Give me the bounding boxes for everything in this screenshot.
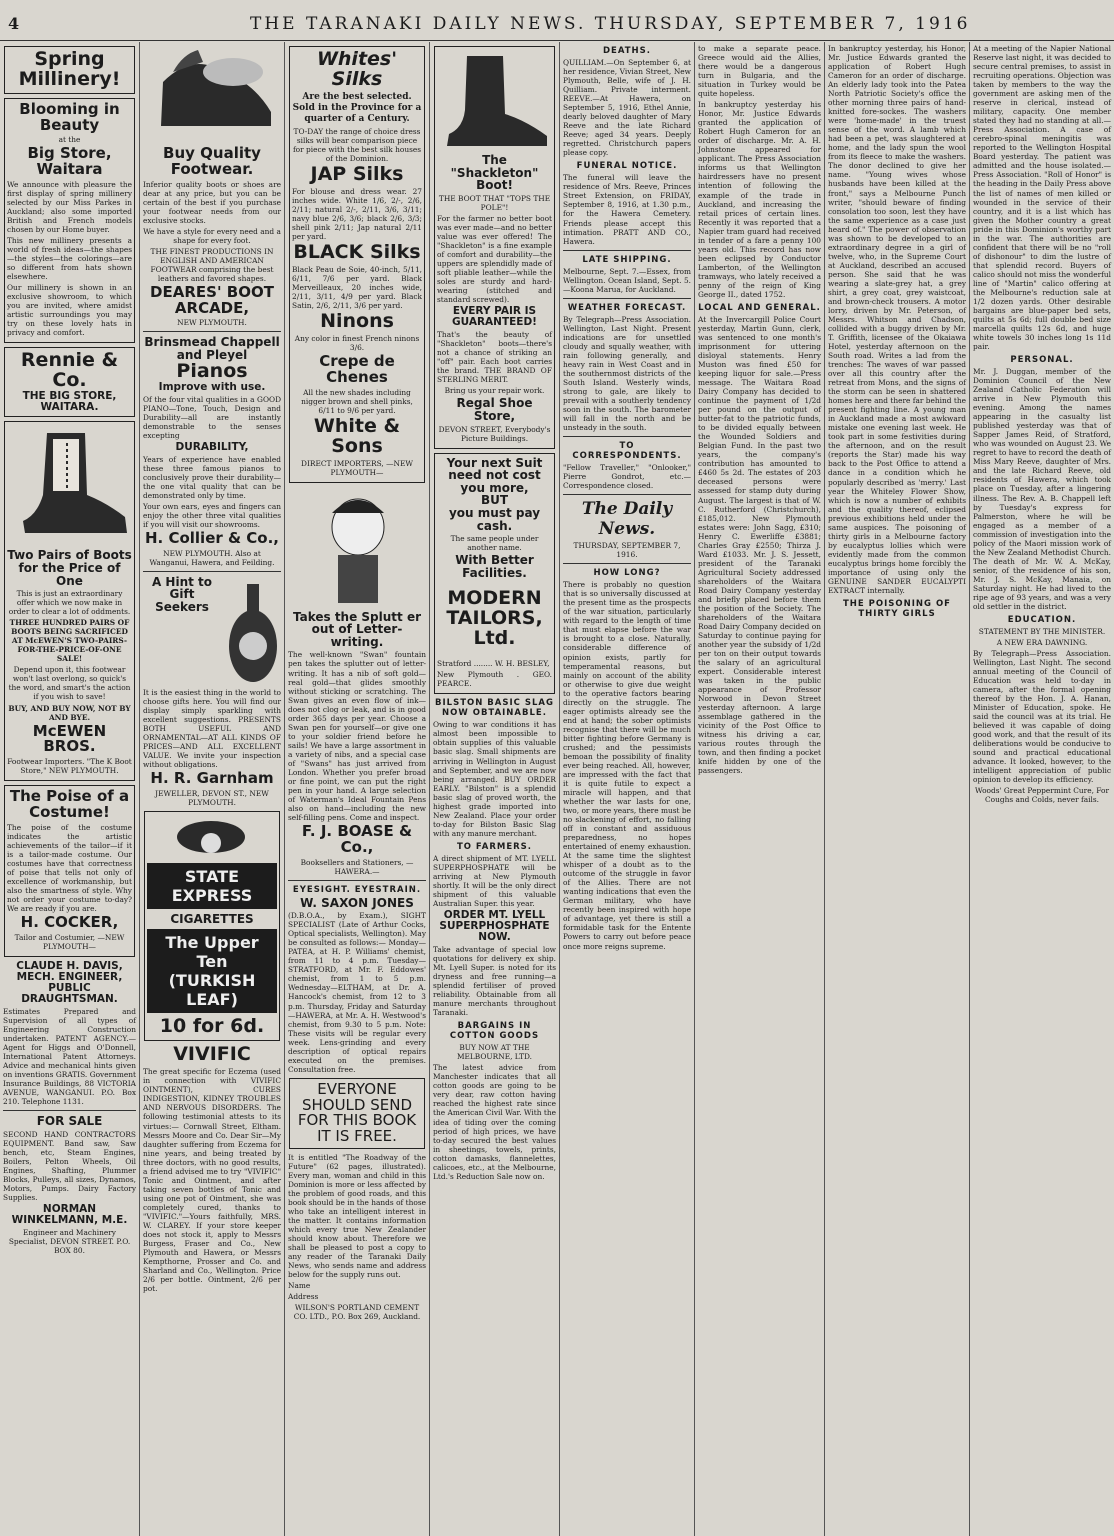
at-the: at the bbox=[58, 135, 81, 145]
funeral-body: The funeral will leave the residence of Mrs. Reeve, Princes Street Extension, on FRIDAY, September 8, 1916, at 1.30 p.m., for the Hawera Cemetery. Friends please accept this intimation. PRATT AND CO., Hawera. bbox=[563, 173, 691, 246]
shipping-heading: LATE SHIPPING. bbox=[582, 254, 672, 265]
column-5 bbox=[560, 42, 695, 1536]
improve-line: Improve with use. bbox=[158, 380, 266, 393]
eyesight-heading: EYESIGHT. EYESTRAIN. bbox=[292, 884, 422, 895]
mcewen-sub: Footwear Importers. "The K Boot Store," NEW PLYMOUTH. bbox=[7, 757, 132, 776]
boots-caps: THREE HUNDRED PAIRS OF BOOTS BEING SACRIFICED AT McEWEN'S TWO-PAIRS-FOR-THE-PRICE-OF-ONE SALE! bbox=[9, 618, 130, 664]
suit-line-2: you must pay cash. bbox=[448, 506, 541, 533]
col6-body-1: In bankruptcy yesterday his Honor, Mr. Justice Edwards granted the application of Robert Hugh Cameron for an order of discharge. Mr. A. H. Johnstone appeared for applicant. The Press Association informs us that Wellington hairdressers have no present intention of following the example of the trade in Auckland, and increasing the retail prices of certain lines. Recently it was reported that a Napier tram guard had received in tender of a fare a penny 100 years old. This record has now been eclipsed by Conductor Lamberton, of the Wellington tramways, who lately received a penny of the reign of King George II., dated 1752. bbox=[698, 100, 821, 299]
column-4 bbox=[430, 42, 560, 1536]
modern-tailors-heading: MODERN TAILORS, Ltd. bbox=[446, 587, 543, 650]
bargains-heading: BARGAINS IN COTTON GOODS bbox=[449, 1021, 540, 1042]
education-heading: EDUCATION. bbox=[1007, 614, 1077, 625]
white-sons-heading: White & Sons bbox=[313, 414, 401, 457]
bilston-body: Owing to war conditions it has almost been impossible to obtain supplies of this valuable basic slag. Small shipments are arriving in Wellington in August and September, and we are now being arranged. BUY ORDER EARLY. "Bilston" is a splendid basic slag of proved worth, the highest grade imported into New Zealand. Place your order to-day for Bilston Basic Slag with any manure merchant. bbox=[433, 720, 556, 838]
durability-body-2: Your own ears, eyes and fingers can enjoy the other three vital qualities if you will visit our showrooms. bbox=[143, 501, 281, 529]
collier-heading: H. Collier & Co., bbox=[144, 528, 280, 547]
boot-illustration bbox=[7, 425, 135, 545]
boots-body-2: Depend upon it, this footwear won't last overlong, so quick's the word, and smart's the action if you wish to save! bbox=[8, 665, 131, 702]
woods-line: Woods' Great Peppermint Cure, For Coughs and Colds, never fails. bbox=[975, 786, 1109, 805]
hint-body: It is the easiest thing in the world to choose gifts here. You will find our display simply sparkling with excellent suggestions. PRESENTS BOTH USEFUL AND ORNAMENTAL—AT ALL KINDS OF PRICES—AND ALL EXCELLENT VALUE. We invite your inspection without obligations. bbox=[143, 687, 281, 769]
new-plymouth-line: New Plymouth . GEO. PEARCE. bbox=[437, 670, 552, 689]
order-heading: ORDER MT. LYELL SUPERPHOSPHATE NOW. bbox=[439, 908, 550, 943]
davis-body: Estimates Prepared and Supervision of all types of Engineering Construction undertaken. PATENT AGENCY.—Agent for Higgs and O'Donnell, International Patent Attorneys. Advice and mechanical hints given on inventions GRATIS. Government Insurance Buildings, 88 VICTORIA AVENUE, WANGANUI. P.O. Box 210. Telephone 1131. bbox=[3, 1006, 136, 1107]
same-people: The same people under another name. bbox=[450, 534, 539, 553]
tops-line: THE BOOT THAT "TOPS THE POLE"! bbox=[438, 193, 551, 212]
education-body: By Telegraph—Press Association. Wellington, Last Night. The second annual meeting of the Council of Education was held to-day in camera, after the formal opening thereof by the Hon. J. A. Hanan, Minister of Education, spoke. He said the council was at its trial. He believed it was capable of doing good work, and that the result of its deliberations would be conducive to sound and practical educational advance. It looked, however, to the intelligent appreciation of public opinion to develop its efficiency. bbox=[973, 648, 1111, 785]
brinsmead-heading: Brinsmead Chappell and Pleyel bbox=[144, 335, 280, 362]
buy-now-melbourne: BUY NOW AT THE MELBOURNE, LTD. bbox=[456, 1043, 533, 1062]
jap-silks-heading: JAP Silks bbox=[310, 162, 404, 185]
are-best: Are the best selected. Sold in the Province for a quarter of a Century. bbox=[292, 91, 422, 124]
poise-heading: The Poise of a Costume! bbox=[9, 787, 130, 821]
correspondents-body: "Fellow Traveller," "Onlooker," Pierre Gondrot, etc.—Correspondence closed. bbox=[563, 463, 691, 491]
personal-body: Mr. J. Duggan, member of the Dominion Council of the New Zealand Catholic Federation will arrive in New Plymouth this evening. Among the names appearing in the casualty list published yesterday was that of Sapper James Reid, of Stratford, who was wounded on August 23. We regret to have to record the death of Miss Mary Reeve, daughter of Mrs. and the late Richard Reeve, old residents of Hawera, which took place on Tuesday, after a lingering illness. The Rev. A. B. Chappell left by Tuesday's express for Palmerston, where he will be engaged as a member of a commission of investigation into the policy of the Maori mission work of the New Zealand Methodist Church. The death of Mr. W. A. McKay, senior, of the residence of his son, Mr. J. S. McKay, Manaia, on Saturday night. He had lived to the ripe age of 93 years, and was a very old settler in the district. bbox=[973, 367, 1111, 611]
weather-heading: WEATHER FORECAST. bbox=[567, 302, 687, 313]
guarantee-heading: EVERY PAIR IS GUARANTEED! bbox=[452, 305, 537, 329]
crepe-heading: Crepe de Chenes bbox=[319, 352, 395, 386]
deaths-body: QUILLIAM.—On September 6, at her residence, Vivian Street, New Plymouth, Belle, wife of J. H. Quilliam. Private interment. REEVE.—At Hawera, on September 5, 1916, Ethel Annie, dearly beloved daughter of Mary Reeve and the late Richard Reeve; aged 34 years. Deeply regretted. Christchurch papers please copy. bbox=[563, 58, 691, 158]
jap-body: For blouse and dress wear. 27 inches wide. White 1/6, 2/-, 2/6, 2/11; natural 2/-, 2/11, 3/6, 3/11; navy blue 2/6, 3/6; black 2/6, 3/3; shell pink 2/11; Jap natural 2/11 per yard. bbox=[292, 186, 422, 241]
poise-body: The poise of the costume indicates the artistic achievements of the tailor—if it is a tailor-made costume. Our costumes have that correctness of poise that tells not only of excellence of workmanship, but also the smartness of style. Why not order your costume to-day? We are ready if you are. bbox=[7, 822, 132, 913]
buy-body: Inferior quality boots or shoes are dear at any price, but you can be certain of the best if you purchase your footwear needs from our exclusive stocks. bbox=[143, 179, 281, 225]
boots-title: Two Pairs of Boots for the Price of One bbox=[7, 548, 132, 588]
ninons-heading: Ninons bbox=[320, 310, 394, 333]
repair-line: Bring us your repair work. bbox=[444, 386, 545, 396]
new-era-line: A NEW ERA DAWNING. bbox=[996, 637, 1088, 647]
cocker-ad bbox=[4, 785, 135, 957]
divider bbox=[288, 880, 426, 881]
shipping-body: Melbourne, Sept. 7.—Essex, from Wellington. Ocean Island, Sept. 5.—Koona Marua, for Auckland. bbox=[563, 266, 691, 294]
divider bbox=[143, 571, 281, 572]
cigarettes-heading: CIGARETTES bbox=[170, 911, 254, 926]
regal-sub: DEVON STREET, Everybody's Picture Buildings. bbox=[438, 424, 551, 443]
shackleton-boot-illustration bbox=[437, 50, 555, 150]
personal-heading: PERSONAL. bbox=[1010, 355, 1074, 366]
upper-ten-heading: The Upper Ten (TURKISH LEAF) bbox=[147, 929, 277, 1013]
farmers-heading: TO FARMERS. bbox=[456, 841, 533, 852]
divider bbox=[143, 331, 281, 332]
deares-heading: DEARES' BOOT ARCADE, bbox=[150, 282, 274, 317]
but-line: BUT bbox=[480, 493, 509, 508]
deares-sub: NEW PLYMOUTH. bbox=[177, 318, 247, 328]
how-long-heading: HOW LONG? bbox=[593, 568, 661, 579]
rennie-heading: Rennie & Co. bbox=[20, 349, 119, 392]
boy-with-pen-illustration bbox=[288, 487, 426, 607]
garnham-sub: JEWELLER, DEVON ST., NEW PLYMOUTH. bbox=[155, 788, 269, 807]
norman-heading: NORMAN WINKELMANN, M.E. bbox=[11, 1203, 128, 1227]
perfume-bottle-illustration bbox=[225, 576, 281, 686]
column-1 bbox=[0, 42, 140, 1536]
cocker-heading: H. COCKER, bbox=[20, 912, 119, 931]
bilston-heading: BILSTON BASIC SLAG NOW OBTAINABLE. bbox=[435, 698, 554, 719]
guarantee-body: That's the beauty of "Shackleton" boots—there's not a chance of striking an "off" pair. Each boot carries the brand. THE BRAND OF STERLING MERIT. bbox=[437, 330, 552, 385]
big-store-ad bbox=[4, 98, 135, 344]
weather-body: By Telegraph—Press Association. Wellington, Last Night. Present indications are for unsettled cloudy and squally weather, with rain following generally, and heavy rain in West Coast and in the southernmost districts of the South Island. Westerly winds, strong to gale, are likely to prevail with a southerly tendency soon in the south. The barometer will fall in the north and be unsteady in the south. bbox=[563, 314, 691, 433]
state-express-ad bbox=[144, 811, 280, 1042]
stratford-line: Stratford ........ W. H. BESLEY, bbox=[437, 659, 550, 669]
rennie-sub: THE BIG STORE, WAITARA. bbox=[22, 390, 117, 414]
book-body: It is entitled "The Roadway of the Future" (62 pages, illustrated). Every man, woman and child in this Dominion is more or less affected by the problem of good roads, and this book should be in the hands of those who take an intelligent interest in the matter. It contains information which every true New Zealander should know about. Therefore we shall be pleased to post a copy to any reader of the Taranaki Daily News, who sends name and address below for the supply runs out. bbox=[288, 1152, 426, 1280]
sale-heading: FOR SALE bbox=[36, 1114, 103, 1129]
splutt-body: The well-known "Swan" fountain pen takes the splutter out of letter-writing. It has a nib of soft gold—real gold—that glides smoothly without sticking or scratching. The Swan gives an even flow of ink—does not clog or leak, and is in good order 365 days per year. Choose a Swan pen for yourself—or give one to your soldier friend before he sails! We have a large assortment in a variety of nibs, and a special case of "Swans" has just arrived from London. Whether you prefer broad or fine point, we can put the right pen in your hand. A large selection of Waterman's Ideal Fountain Pens also on hand—including the new self-filling pens. Come and inspect. bbox=[288, 650, 426, 822]
buy-quality-heading: Buy Quality Footwear. bbox=[163, 144, 261, 178]
order-body: Take advantage of special low quotations for delivery ex ship. Mt. Lyell Super. is noted for its dryness and free running—a splendid fertiliser of proved reliability. Obtainable from all manure merchants throughout Taranaki. bbox=[433, 945, 556, 1018]
ninons-body: Any color in finest French ninons 3/6. bbox=[294, 334, 420, 353]
divider bbox=[563, 563, 691, 564]
address-field[interactable]: Address bbox=[288, 1292, 319, 1302]
divider bbox=[563, 298, 691, 299]
regal-heading: Regal Shoe Store, bbox=[456, 396, 533, 423]
style-line: We have a style for every need and a shape for every foot. bbox=[143, 226, 281, 245]
ten-for-heading: 10 for 6d. bbox=[159, 1015, 265, 1038]
name-field[interactable]: Name bbox=[288, 1281, 311, 1291]
suit-line-1: Your next Suit need not cost you more, bbox=[446, 455, 543, 495]
divider bbox=[3, 1110, 136, 1111]
column-7 bbox=[825, 42, 970, 1536]
shackleton-body: For the farmer no better boot was ever made—and no better value was ever offered! The "Shackleton" is a fine example of comfort and durability—the uppers are splendidly made of soft pliable leather—while the soles are sturdy and hard-wearing (stitched and standard screwed). bbox=[437, 213, 552, 305]
collier-sub: NEW PLYMOUTH. Also at Wanganui, Hawera, and Feilding. bbox=[149, 548, 275, 567]
buy-now-line: BUY, AND BUY NOW, NOT BY AND BYE. bbox=[8, 703, 131, 722]
gift-text bbox=[143, 576, 221, 686]
deaths-heading: DEATHS. bbox=[602, 46, 652, 56]
everyone-heading: EVERYONE SHOULD SEND FOR THIS BOOK IT IS FREE. bbox=[289, 1078, 425, 1149]
modern-tailors-ad bbox=[434, 453, 555, 695]
col7-body-1: In bankruptcy yesterday, his Honor, Mr. Justice Edwards granted the application of Robert Hugh Cameron for an order of discharge. An elderly lady took into the Patea North Patriotic Society's office the other morning three pairs of hand-knitted fore-sockes. The washers were 'home-made' in the truest sense of the word. A lamb which had been a pet, was slaughtered at home, and the lady spun the wool from its fleece to make the washers. The donor declined to give her name. "Young wives whose husbands have been killed at the front," says a Melbourne Punch writer, "should beware of finding consolation too soon, lest they have the same experience as a case just heard of." The power of observation was shown to be developed to an extraordinary degree in a girl of twelve, who, in the Supreme Court at Auckland, described an accused person. She said that he was wearing a slate-grey hat, a grey shirt, a grey coat, grey waistcoat, and brown-check trousers. A motor lorry, driven by Mr. Peterson, of Messrs. Whitson and Chadson, collided with a buggy driven by Mr. T. Griffith, licensee of the Okaiawa Hotel, yesterday afternoon on the South road. Writes a lad from the trenches: The waves of war passed over all this country after the retreat from Mons, and the signs of the storm can be seen in shattered homes here and there far behind the present fighting line. A young man in Auckland made a most awkward mistake one evening last week. He took part in some festivities during the afternoon, and on the result (reports the Star) made his way back to the Post Office to attend a dance in a condition which he popularly described as 'merry.' Last year the Whiteley Flower Show, which is now a number of exhibits and the quality thereof, eclipsed previous exhibitions held under the same auspices. The poisoning of thirty girls in a Melbourne factory by eucalyptus lollies which were evidently made from the common eucalyptus brings home forcibly the importance of using only the GENUINE SANDER EUCALYPTI EXTRACT internally. bbox=[828, 44, 966, 595]
white-sons-sub: DIRECT IMPORTERS, —NEW PLYMOUTH— bbox=[301, 458, 413, 477]
splutt-heading: Takes the Splutt er out of Letter-writing. bbox=[292, 609, 422, 649]
masthead bbox=[0, 0, 1114, 41]
funeral-heading: FUNERAL NOTICE. bbox=[576, 161, 678, 172]
garnham-heading: H. R. Garnham bbox=[150, 769, 274, 788]
crepe-body: All the new shades including nigger brown and shell pinks, 6/11 to 9/6 per yard. bbox=[301, 387, 413, 415]
daily-news-nameplate: The Daily News. bbox=[581, 499, 673, 540]
farmers-body: A direct shipment of MT. LYELL SUPERPHOSPHATE will be arriving at New Plymouth shortly. It will be the only direct shipment of this valuable Australian Super. this year. bbox=[433, 853, 556, 908]
boase-sub: Booksellers and Stationers, —HAWERA.— bbox=[300, 857, 414, 876]
column-8 bbox=[970, 42, 1114, 1536]
rennie-ad bbox=[4, 347, 135, 417]
black-body: Black Peau de Soie, 40-inch, 5/11, 6/11, 7/6 per yard. Black Merveilleaux, 20 inches wide, 2/11, 3/11, 4/9 per yard. Black Satin, 2/6, 2/11, 3/6 per yard. bbox=[292, 264, 422, 311]
regal-ad bbox=[434, 46, 555, 449]
boase-heading: F. J. BOASE & Co., bbox=[301, 822, 413, 856]
millinery-body-2: This new millinery presents a world of fresh ideas—the shapes—the styles—the colorings—are so different from hats shown elsewhere. bbox=[7, 236, 132, 282]
state-express-heading: STATE EXPRESS bbox=[147, 863, 277, 909]
pianos-body: Of the four vital qualities in a GOOD PIANO—Tone, Touch, Design and Durability—all are instantly demonstrable to the senses excepting bbox=[143, 394, 281, 440]
norman-sub: Engineer and Machinery Specialist, DEVON STREET. P.O. BOX 80. bbox=[8, 1228, 131, 1256]
durability-heading: DURABILITY, bbox=[175, 440, 249, 453]
column-6 bbox=[695, 42, 825, 1536]
divider bbox=[563, 436, 691, 437]
correspondents-heading: TO CORRESPONDENTS. bbox=[572, 441, 682, 462]
finest-line: THE FINEST PRODUCTIONS IN ENGLISH AND AMERICAN FOOTWEAR comprising the best leathers and favored shapes. bbox=[150, 246, 274, 283]
vivific-heading: VIVIFIC bbox=[173, 1043, 251, 1066]
black-silks-heading: BLACK Silks bbox=[293, 241, 421, 264]
column-3 bbox=[285, 42, 430, 1536]
cocker-sub: Tailor and Costumier, —NEW PLYMOUTH— bbox=[14, 932, 125, 951]
millinery-body-1: We announce with pleasure the first display of spring millinery selected by our Miss Parkes in Auckland; also some imported British and French models chosen by our Home buyer. bbox=[7, 179, 132, 235]
col6-lead: to make a separate peace. Greece would aid the Allies, there would be a dangerous turn in Bulgaria, and the situation in Turkey would be quite hopeless. bbox=[698, 44, 821, 99]
blooming-heading: Blooming in Beauty bbox=[19, 99, 120, 134]
saxon-body: (D.B.O.A., by Exam.), SIGHT SPECIALIST (Late of Arthur Cocks, Optical specialists, Wellington). May be consulted as follows:— Monday—PATEA, at H. P. Williams' chemist, from 11 to 4 p.m. Tuesday—STRATFORD, at Mr. F. Eddowes' chemist, from 1 to 5 p.m. Wednesday—ELTHAM, at Dr. A. Hancock's chemist, from 12 to 3 p.m. Thursday, Friday and Saturday—HAWERA, at Mr. A. H. Westwood's chemist, from 9.30 to 5 p.m. Note: These visits will be regular every week. Lens-grinding and every description of optical repairs executed on the premises. Consultation free. bbox=[288, 911, 426, 1074]
boots-body: This is just an extraordinary offer which we now make in order to clear a lot of oddments. bbox=[8, 589, 131, 617]
divider bbox=[563, 494, 691, 495]
column-2 bbox=[140, 42, 285, 1536]
pianos-heading: Pianos bbox=[176, 359, 248, 382]
col8-body-1: At a meeting of the Napier National Reserve last night, it was decided to secure central premises, to assist in recruiting operations. Objection was taken by members to the way the government are asking men of the reserve in clerical, instead of military, capacity. One member stated they had no standing at all.—Press Association. A case of cerebro-spinal meningitis was reported to the Wellington Hospital Board yesterday. The patient was admitted and the house isolated.—Press Association. "Roll of Honor" is the heading in the Daily Press above the list of names of men killed or wounded in the service of their country, and it is a list which has given the Mother country a great pride in this Dominion's worthy part in the war. The authorities are confident that there will be no "roll of dishonour" to dim the lustre of that splendid record. Buyers of calico should not miss the wonderful line of "Martin" calico offering at the Melbourne's reduction sale at 1/2 dozen yards. Other desirable bargains are blue-paper bed sets, quilts at 5s 6d; full double bed size marcella quilts 12s 6d, and huge white towels 30 inches long 1s 11d pair. bbox=[973, 44, 1111, 352]
vivific-body: The great specific for Eczema (used in connection with VIVIFIC OINTMENT), CURES INDIGESTION, KIDNEY TROUBLES AND NERVOUS DISORDERS. The following testimonial attests to its virtues:— Cornwall Street, Eltham. Messrs Moore and Co. Dear Sir—My daughter suffering from Eczema for nine years, and being treated by three doctors, with no good results, a friend advised me to try "VIVIFIC" Tonic and Ointment, and after taking seven bottles of Tonic and using one pot of Ointment, she was completely cured, thanks to "VIVIFIC."—Yours faithfully, MRS. W. CLAREY. If your store keeper does not stock it, apply to Messrs Burgess, Fraser and Co., New Plymouth and Hawera, or Messrs Kempthorne, Prosser and Co. and Sharland and Co., Wellington. Price 2/6 per bottle. Ointment, 2/6 per pot. bbox=[143, 1067, 281, 1294]
statement-line: STATEMENT BY THE MINISTER. bbox=[978, 626, 1106, 636]
woman-illustration bbox=[147, 815, 275, 855]
local-general-heading: LOCAL AND GENERAL. bbox=[698, 302, 821, 313]
white-sons-ad bbox=[289, 46, 425, 483]
divider bbox=[563, 250, 691, 251]
editorial-date: THURSDAY, SEPTEMBER 7, 1916. bbox=[573, 541, 681, 560]
mcewen-ad bbox=[4, 421, 135, 781]
better-facilities: With Better Facilities. bbox=[455, 553, 534, 580]
editorial-body: There is probably no question that is so universally discussed at the present time as the prospects of the war situation, particularly with regard to the length of time that must elapse before the war is brought to a close. Naturally, considerable difference of opinion exists, partly for temperamental reasons, but mainly on account of the ability or otherwise to give due weight to the operative factors bearing directly on the struggle. The eager optimists already see the end at hand; the sober optimists recognise that there will be much bitter fighting before Germany is crushed; and the pessimists bemoan the possibility of finality ever being reached. All, however, are impressed with the fact that it is quite futile to expect a miracle will happen, and that whether the war lasts for one, two, or more years, there must be no slackening of effort, no falling off in constant and assiduous preparedness, no hopes entertained of enemy exhaustion. At the same time the slightest whisper of a doubt as to the outcome of the struggle in favor of the Allies. There are not wanting indications that even the German military, who have recently been inspired with hope of advantage, yet there is still a formidable task for the Entente Powers to carry out before peace once more reigns supreme. bbox=[563, 580, 691, 951]
davis-heading: CLAUDE H. DAVIS, MECH. ENGINEER, PUBLIC DRAUGHTSMAN. bbox=[16, 959, 123, 1005]
bargain-body: The latest advice from Manchester indicates that all cotton goods are going to be very dear, raw cotton having reached the highest rate since the American Civil War. With the idea of tiding over the coming period of high prices, we have to-day secured the best values in sheetings, towels, prints, cotton damasks, flannelettes, calicoes, etc., at the Melbourne, Ltd.'s Reduction Sale now on. bbox=[433, 1063, 556, 1181]
poison-heading: THE POISONING OF THIRTY GIRLS bbox=[842, 598, 951, 619]
spring-millinery-heading: Spring Millinery! bbox=[4, 46, 135, 94]
big-store-heading: Big Store, Waitara bbox=[27, 144, 112, 179]
shackleton-heading: The "Shackleton" Boot! bbox=[450, 153, 539, 193]
mcewen-heading: McEWEN BROS. bbox=[32, 721, 107, 756]
page-number: 4 bbox=[8, 14, 20, 33]
whites-silks-heading: Whites' Silks bbox=[316, 48, 398, 90]
newspaper-title: THE TARANAKI DAILY NEWS. THURSDAY, SEPTEMBER 7, 1916 bbox=[250, 14, 971, 34]
wilson-sub: WILSON'S PORTLAND CEMENT CO. LTD., P.O. Box 269, Auckland. bbox=[293, 1303, 421, 1322]
hint-heading: A Hint to Gift Seekers bbox=[151, 574, 213, 614]
today-line: TO-DAY the range of choice dress silks will bear comparison piece for piece with the best silk houses of the Dominion. bbox=[292, 126, 422, 163]
saxon-heading: W. SAXON JONES bbox=[300, 895, 414, 910]
millinery-body-3: Our millinery is shown in an exclusive showroom, to which you are invited, where amidst artistic surroundings you may try on these lovely hats in privacy and comfort. bbox=[7, 283, 132, 338]
sale-body: SECOND HAND CONTRACTORS EQUIPMENT. Band saw, Saw bench, etc, Steam Engines, Boilers, Pelton Wheels, Oil Engines, Shafting, Plummer Blocks, Pulleys, all sizes, Dynamos, Motors, Pumps. Dairy Factory Supplies. bbox=[3, 1129, 136, 1202]
shoe-illustration bbox=[143, 42, 281, 142]
gift-ad bbox=[143, 576, 281, 686]
durability-body: Years of experience have enabled these three famous pianos to conclusively prove their durability—the one vital quality that can be demonstrated only by time. bbox=[143, 454, 281, 500]
local-body: At the Invercargill Police Court yesterday, Martin Gunn, clerk, was sentenced to one month's imprisonment for uttering disloyal statements. Henry Muston was fined £50 for keeping liquor for sale.—Press message. The Waitara Road Dairy Company has decided to continue the payment of 1/2d per pound on the output of butter-fat to the patriotic funds, to be divided equally between the Wounded Soldiers and Belgian Fund. In the past two years, the company's contribution has amounted to £460 5s 2d. The estates of 203 deceased persons were assessed for stamp duty during August. The largest is that of W. C. Rutherford (Christchurch), £185,012. New Plymouth estates were: John Sagg, £310; Henry C. Ewerliffe £3881; Charles Gray £2550; Thirza J. Ward £1033. Mr. J. S. Jessett, president of the Taranaki Agricultural Society addressed shareholders of the Waitara Road Dairy Company yesterday and briefly placed before them the position of the Society. The shareholders of the Waitara Road Dairy Company decided on Saturday to continue paying for another year the subsidy of 1/2d per ton on their output towards the salary of an agricultural expert. Considerable interest was taken in the public appearance of Professor Norwood in Devon Street yesterday afternoon. A large assemblage gathered in the vicinity of the Post Office to witness his driving a car, various routes through the town, and then finding a pocket knife hidden by one of the passengers. bbox=[698, 314, 821, 776]
